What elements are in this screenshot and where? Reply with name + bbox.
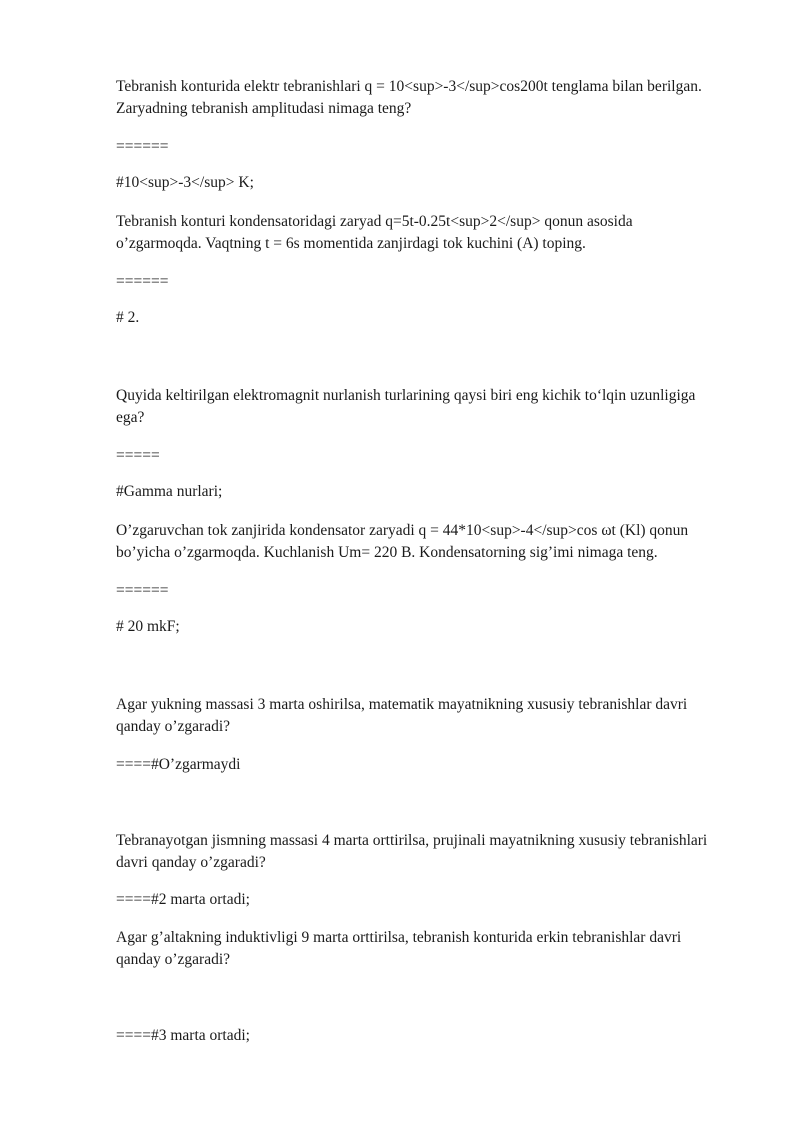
question-1-line-1: Tebranish konturida elektr tebranishlari q = 10<sup>-3</sup>cos200t tenglama bilan berilgan. (116, 78, 702, 95)
question-6-line-2: davri qanday o’zgaradi? (116, 854, 266, 871)
separator-1: ====== (116, 138, 169, 155)
question-5-line-1: Agar yukning massasi 3 marta oshirilsa, matematik mayatnikning xususiy tebranishlar davri (116, 696, 688, 713)
question-2-line-1: Tebranish konturi kondensatoridagi zaryad q=5t-0.25t<sup>2</sup> qonun asosida (116, 213, 633, 230)
answer-1: #10<sup>-3</sup> K; (116, 174, 254, 191)
answer-5: ====#O’zgarmaydi (116, 756, 241, 773)
question-7-line-2: qanday o’zgaradi? (116, 951, 231, 968)
answer-4: # 20 mkF; (116, 618, 180, 635)
question-4-line-2: bo’yicha o’zgarmoqda. Kuchlanish Um= 220 B. Kondensatorning sig’imi nimaga teng. (116, 544, 658, 561)
answer-2: # 2. (116, 309, 140, 326)
separator-2: ====== (116, 273, 169, 290)
answer-7: ====#3 marta ortadi; (116, 1027, 250, 1044)
question-3-line-1: Quyida keltirilgan elektromagnit nurlanish turlarining qaysi biri eng kichik to‘lqin uzunligiga (116, 387, 696, 404)
question-2-line-2: o’zgarmoqda. Vaqtning t = 6s momentida zanjirdagi tok kuchini (A) toping. (116, 235, 586, 252)
question-1-line-2: Zaryadning tebranish amplitudasi nimaga teng? (116, 100, 412, 117)
question-3-line-2: ega? (116, 409, 145, 426)
question-5-line-2: qanday o’zgaradi? (116, 718, 231, 735)
question-7-line-1: Agar g’altakning induktivligi 9 marta orttirilsa, tebranish konturida erkin tebranishlar davri (116, 929, 682, 946)
answer-6: ====#2 marta ortadi; (116, 891, 250, 908)
question-6-line-1: Tebranayotgan jismning massasi 4 marta orttirilsa, prujinali mayatnikning xususiy tebranishlari (116, 832, 708, 849)
question-4-line-1: O’zgaruvchan tok zanjirida kondensator zaryadi q = 44*10<sup>-4</sup>cos ωt (Kl) qonun (116, 522, 689, 539)
separator-4: ====== (116, 582, 169, 599)
answer-3: #Gamma nurlari; (116, 483, 223, 500)
separator-3: ===== (116, 447, 160, 464)
